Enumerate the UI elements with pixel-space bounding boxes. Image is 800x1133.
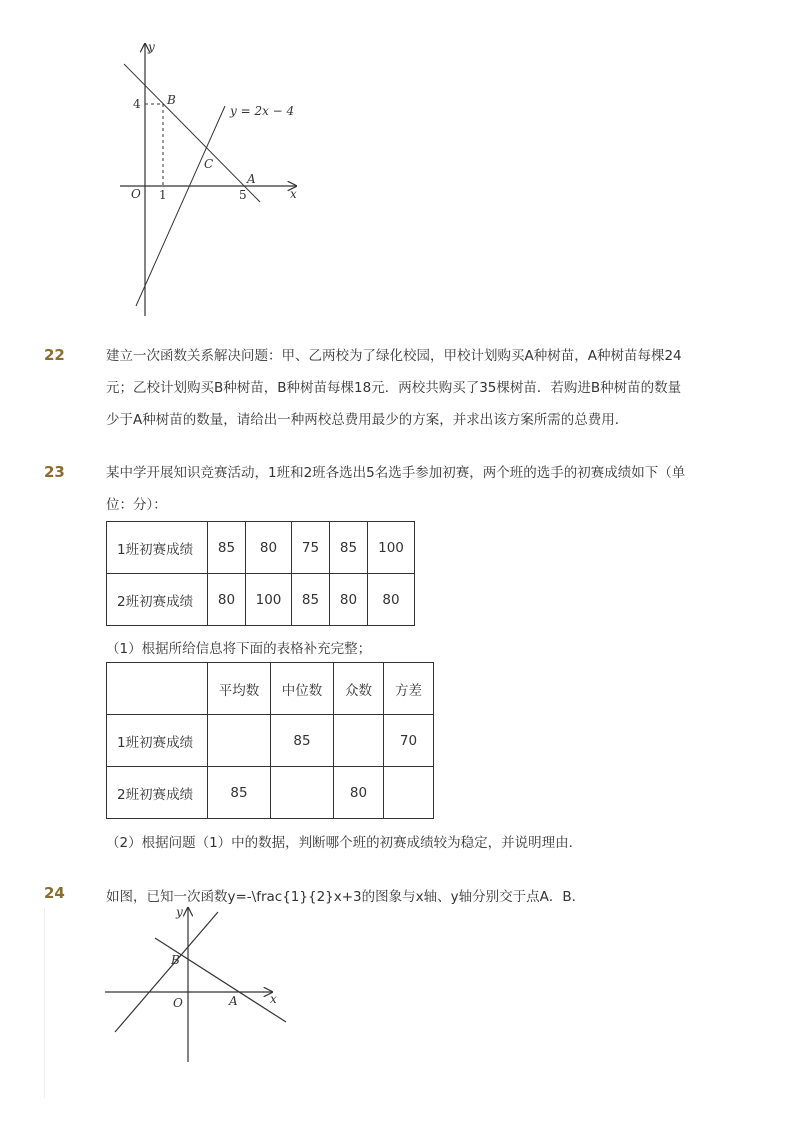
table-cell: 80 (246, 522, 292, 574)
question-22-number: 22 (44, 346, 65, 364)
table-header-cell: 平均数 (208, 663, 271, 715)
table-cell: 80 (208, 574, 246, 626)
tick-x-5: 5 (239, 188, 247, 202)
table-cell (271, 767, 334, 819)
table-cell (208, 715, 271, 767)
table-cell: 1班初赛成绩 (107, 522, 208, 574)
table-row (107, 663, 434, 715)
question-23-number: 23 (44, 463, 65, 481)
x-axis-label: x (290, 187, 297, 201)
point-b-label: B (167, 93, 176, 107)
question-22-line: 元；乙校计划购买B种树苗，B种树苗每棵18元．两校共购买了35棵树苗．若购进B种树苗的数量 (106, 380, 682, 396)
table-row (107, 574, 415, 626)
y-axis-label: y (176, 905, 183, 919)
question-22-text (106, 340, 718, 436)
point-b-label: B (171, 953, 180, 967)
table-cell: 85 (208, 522, 246, 574)
table-cell: 75 (292, 522, 330, 574)
graph-2 (100, 902, 300, 1067)
table-row (107, 715, 434, 767)
graph-1 (110, 38, 310, 323)
tick-y-4: 4 (133, 97, 141, 111)
point-a-label: A (229, 994, 238, 1008)
question-23-part-1: （1）根据所给信息将下面的表格补充完整； (106, 641, 372, 657)
line-equation-label: y = 2x − 4 (230, 104, 295, 118)
question-23-line: 某中学开展知识竞赛活动，1班和2班各选出5名选手参加初赛，两个班的选手的初赛成绩如下（单 (106, 465, 686, 481)
y-axis-label: y (148, 40, 155, 54)
origin-label: O (173, 996, 183, 1010)
origin-label: O (131, 187, 141, 201)
question-23-text (106, 457, 718, 521)
table-cell: 80 (330, 574, 368, 626)
table-cell: 100 (246, 574, 292, 626)
table-header-cell: 众数 (334, 663, 384, 715)
table-cell: 70 (384, 715, 434, 767)
table-cell: 85 (271, 715, 334, 767)
table-header-cell: 方差 (384, 663, 434, 715)
point-c-label: C (204, 157, 214, 171)
table-cell: 2班初赛成绩 (107, 767, 208, 819)
question-22-line: 少于A种树苗的数量，请给出一种两校总费用最少的方案，并求出该方案所需的总费用． (106, 412, 629, 428)
table-row (107, 522, 415, 574)
question-23-line: 位：分）： (106, 497, 167, 513)
table-row (107, 767, 434, 819)
question-24-text: 如图，已知一次函数y=-\frac{1}{2}x+3的图象与x轴、y轴分别交于点A．B． (106, 889, 586, 905)
tick-x-1: 1 (159, 188, 167, 202)
question-22-line: 建立一次函数关系解决问题：甲、乙两校为了绿化校园，甲校计划购买A种树苗，A种树苗每棵24 (106, 348, 682, 364)
line-y-2x-4 (136, 106, 225, 306)
table-cell (384, 767, 434, 819)
point-a-label: A (247, 172, 256, 186)
table-cell (334, 715, 384, 767)
table-cell: 85 (330, 522, 368, 574)
table-cell: 100 (368, 522, 415, 574)
x-axis-label: x (270, 992, 277, 1006)
scores-table (106, 521, 415, 626)
table-cell: 1班初赛成绩 (107, 715, 208, 767)
graph-2-left-rule (44, 908, 45, 1098)
table-cell: 85 (292, 574, 330, 626)
table-cell: 2班初赛成绩 (107, 574, 208, 626)
table-cell: 80 (368, 574, 415, 626)
table-cell: 80 (334, 767, 384, 819)
table-header-cell: 中位数 (271, 663, 334, 715)
line-through-b (115, 912, 218, 1032)
table-header-cell (107, 663, 208, 715)
question-24-number: 24 (44, 884, 65, 902)
question-23-part-2: （2）根据问题（1）中的数据，判断哪个班的初赛成绩较为稳定，并说明理由． (106, 835, 583, 851)
stats-table (106, 662, 434, 819)
table-cell: 85 (208, 767, 271, 819)
